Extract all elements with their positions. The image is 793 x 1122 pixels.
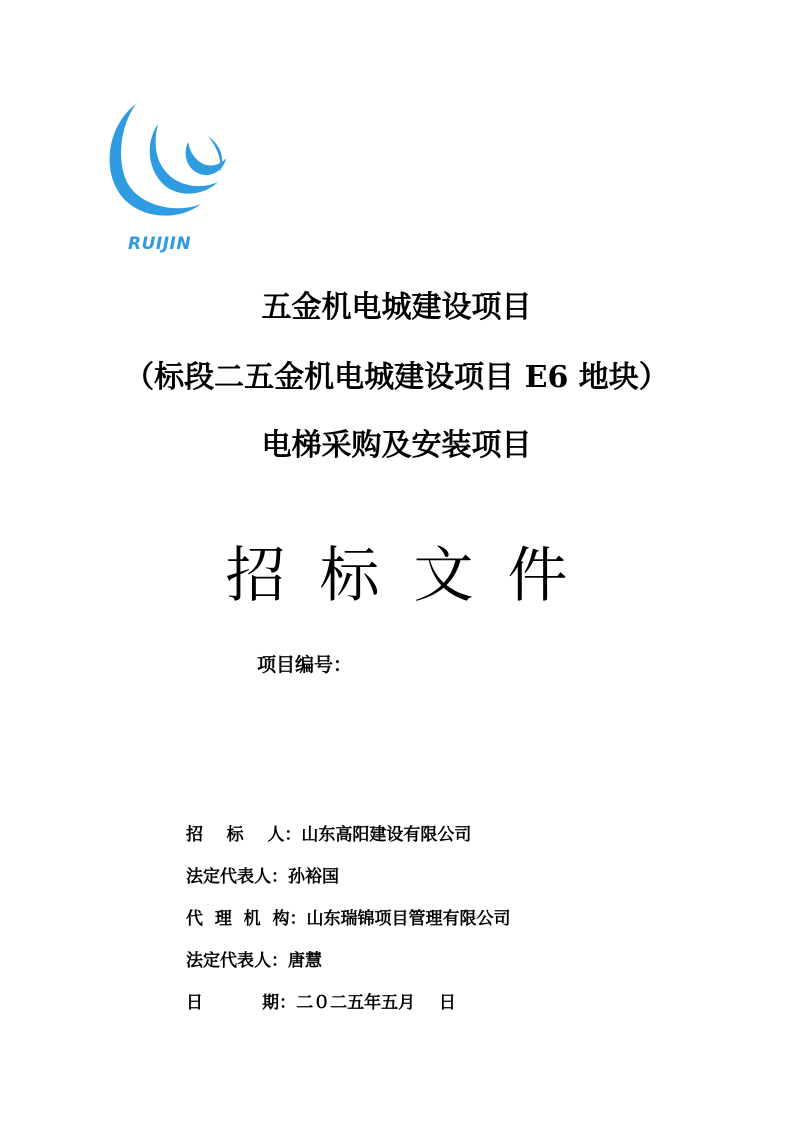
info-row-agency: [186, 904, 511, 929]
info-label: 代 理 机 构：: [186, 909, 307, 929]
info-value: 山东瑞锦项目管理有限公司: [306, 909, 511, 929]
info-label: 招 标 人：: [186, 825, 302, 845]
info-value: 孙裕国: [288, 867, 339, 887]
info-row-legal-representative: [186, 862, 339, 887]
document-title: 招标文件: [225, 541, 602, 611]
info-value: 二０二五年五月 日: [296, 993, 456, 1013]
project-title-line-1: 五金机电城建设项目: [261, 290, 532, 325]
project-number-label: 项目编号：: [257, 654, 353, 676]
info-label: 法定代表人：: [186, 951, 288, 971]
info-label: 法定代表人：: [186, 867, 288, 887]
logo-text: RUIJIN: [128, 234, 192, 254]
info-value: 山东高阳建设有限公司: [301, 825, 472, 845]
info-row-agency-representative: [186, 946, 322, 971]
info-value: 唐慧: [288, 951, 322, 971]
project-title-line-2: （标段二五金机电城建设项目 E6 地块）: [124, 360, 669, 395]
info-label: 日 期：: [186, 993, 297, 1013]
ruijin-logo-icon: [96, 96, 236, 236]
info-row-tenderer: [186, 820, 471, 845]
info-row-date: [186, 988, 456, 1013]
project-title-line-3: 电梯采购及安装项目: [261, 428, 532, 463]
company-logo: [96, 96, 236, 266]
